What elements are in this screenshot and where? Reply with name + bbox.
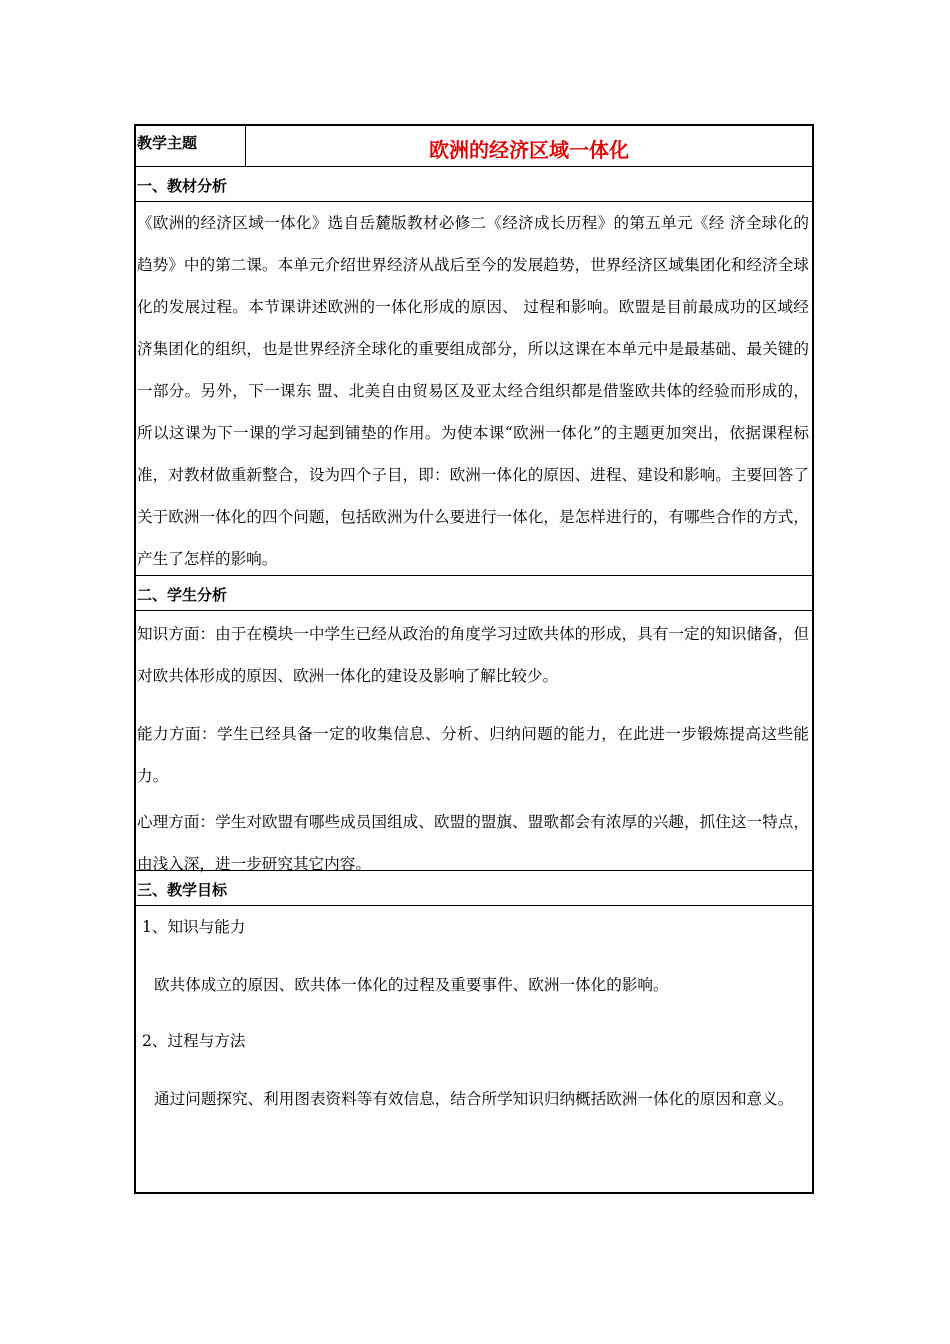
goal-process-label: 2、过程与方法 (142, 1032, 246, 1050)
goal-process-text: 通过问题探究、利用图表资料等有效信息，结合所学知识归纳概括欧洲一体化的原因和意义。 (154, 1090, 794, 1108)
knowledge-paragraph: 知识方面：由于在模块一中学生已经从政治的角度学习过欧共体的形成，具有一定的知识储备，但对欧共体形成的原因、欧洲一体化的建设及影响了解比较少。 (137, 625, 809, 685)
teaching-goals-cell (136, 906, 812, 1187)
section-heading-goals: 三、教学目标 (136, 871, 812, 906)
lesson-title: 欧洲的经济区域一体化 (429, 138, 629, 162)
section-heading-textbook: 一、教材分析 (136, 167, 812, 202)
goal-knowledge-label: 1、知识与能力 (142, 918, 246, 936)
goal-knowledge-text: 欧共体成立的原因、欧共体一体化的过程及重要事件、欧洲一体化的影响。 (154, 976, 669, 994)
topic-label: 教学主题 (136, 126, 246, 166)
ability-paragraph: 能力方面：学生已经具备一定的收集信息、分析、归纳问题的能力，在此进一步锻炼提高这些能力。 (137, 725, 809, 785)
student-analysis-cell (136, 611, 812, 871)
textbook-analysis-text: 《欧洲的经济区域一体化》选自岳麓版教材必修二《经济成长历程》的第五单元《经 济全球化的趋势》中的第二课。本单元介绍世界经济从战后至今的发展趋势，世界经济区域集团化和经济全球化的发展过程。本节课讲述欧洲的一体化形成的原因、 过程和影响。欧盟是目前最成功的区域经济集团化的组织，也是世界经济全球化的重要组成部分，所以这课在本单元中是最基础、最关键的一部分。另外，下一课东 盟、北美自由贸易区及亚太经合组织都是借鉴欧共体的经验而形成的，所以这课为下一课的学习起到铺垫的作用。为使本课“欧洲一体化”的主题更加突出，依据课程标准，对教材做重新整合，设为四个子目，即：欧洲一体化的原因、进程、建设和影响。主要回答了关于欧洲一体化的四个问题，包括欧洲为什么要进行一体化，是怎样进行的，有哪些合作的方式，产生了怎样的影响。 (137, 214, 809, 568)
section-heading-students: 二、学生分析 (136, 576, 812, 611)
lesson-plan-table (134, 124, 814, 1194)
textbook-analysis-cell (136, 202, 812, 576)
psychology-paragraph: 心理方面：学生对欧盟有哪些成员国组成、欧盟的盟旗、盟歌都会有浓厚的兴趣，抓住这一特点，由浅入深，进一步研究其它内容。 (137, 813, 809, 873)
title-row (136, 126, 812, 167)
paragraph-gap (137, 697, 809, 713)
